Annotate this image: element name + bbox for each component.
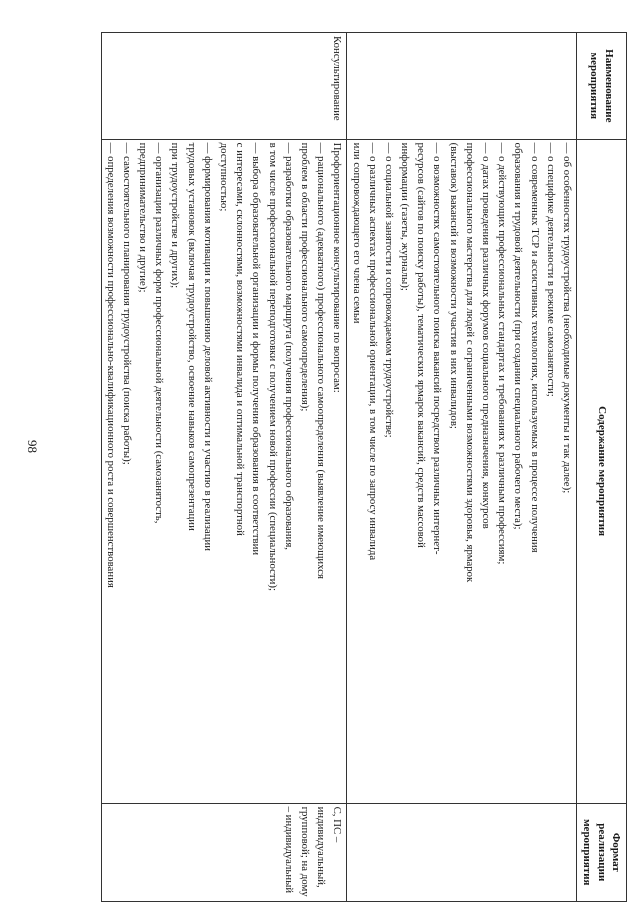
- row-content-cell: [347, 139, 577, 803]
- table-row: [347, 33, 577, 902]
- content-line: — о датах проведения различных форумов социального предназначения, конкурсов: [480, 142, 493, 529]
- content-line: — выбора образовательной организации и формы получения образования в соответствии: [250, 142, 263, 556]
- content-line: или сопровождающего его члена семьи: [350, 142, 363, 324]
- content-line: — разработки образовательного маршрута (получения профессионального образования,: [282, 142, 295, 550]
- row-format-cell: [347, 803, 577, 901]
- activities-table: [101, 32, 627, 902]
- content-line: предпринимательство и другие);: [137, 142, 150, 293]
- row-format-cell: С, ПС – индивидуальный, групповой; на дому – индивидуальный: [101, 803, 347, 901]
- content-line: — формирования мотивации к повышению деловой активности и участию в реализации: [201, 142, 214, 552]
- header-format: Формат реализации мероприятия: [577, 803, 627, 901]
- content-line: трудовых установок (включая трудоустройство, освоение навыков самопрезентации: [185, 142, 198, 531]
- content-line: — о различных аспектах профессиональной ориентации, в том числе по запросу инвалида: [366, 142, 379, 561]
- rotated-table-wrapper: [104, 32, 627, 902]
- table-row: [101, 33, 347, 902]
- content-line: проблем в области профессионального самоопределения);: [299, 142, 311, 412]
- content-line: — рационального (адекватного) профессионального самоопределения (выявление имеющихся: [315, 142, 328, 580]
- header-content: Содержание мероприятия: [577, 139, 627, 803]
- content-line: доступностью;: [218, 142, 231, 212]
- content-line: ресурсов (сайтов по поиску работы), тематических ярмарок вакансий, средств массовой: [415, 142, 428, 548]
- content-line: информации (газеты, журналы);: [399, 142, 412, 291]
- row-name-cell: [347, 33, 577, 140]
- page-number: 98: [25, 440, 40, 453]
- header-name: Наименование мероприятия: [577, 33, 627, 140]
- content-line: — организации различных форм профессиональной деятельности (самозанятость,: [153, 142, 166, 524]
- table-header-row: [577, 33, 627, 902]
- content-line: образования и трудовой деятельности (при создании специального рабочего места);: [512, 142, 525, 530]
- content-line: — о социальной занятости и сопровождаемом трудоустройстве;: [382, 142, 395, 438]
- content-line: — самостоятельного планирования трудоустройства (поиска работы);: [120, 142, 133, 465]
- content-line: — определения возможности профессионально-квалификационного роста и совершенствования: [104, 142, 117, 588]
- content-line: с интересами, склонностями, возможностями инвалида и оптимальной транспортной: [234, 142, 247, 536]
- row-name-cell: Консультирование: [101, 33, 347, 140]
- content-line: — о специфике деятельности в режиме самозанятости;: [544, 142, 557, 397]
- content-line: (выставок) вакансий и возможности участия в них инвалидов;: [447, 142, 460, 429]
- content-line: — о современных ТСР и ассистивных технологиях, используемых в процессе получения: [528, 142, 541, 553]
- content-line: профессионального мастерства для людей с ограниченными возможностями здоровья, ярмарок: [463, 142, 476, 583]
- content-line: — об особенностях трудоустройства (необходимые документы и так далее);: [561, 142, 573, 494]
- content-line: — о действующих профессиональных стандартах и требованиях к различным профессиям;: [496, 142, 509, 565]
- content-line: при трудоустройстве и других);: [169, 142, 182, 289]
- content-line: Профориентационное консультирование по вопросам:: [331, 142, 344, 393]
- content-line: — о возможностях самостоятельного поиска вакансий посредством различных интернет-: [431, 142, 444, 555]
- row-content-cell: [101, 139, 347, 803]
- content-line: в том числе профессиональной переподготовки с получением новой профессии (специальности);: [266, 142, 279, 592]
